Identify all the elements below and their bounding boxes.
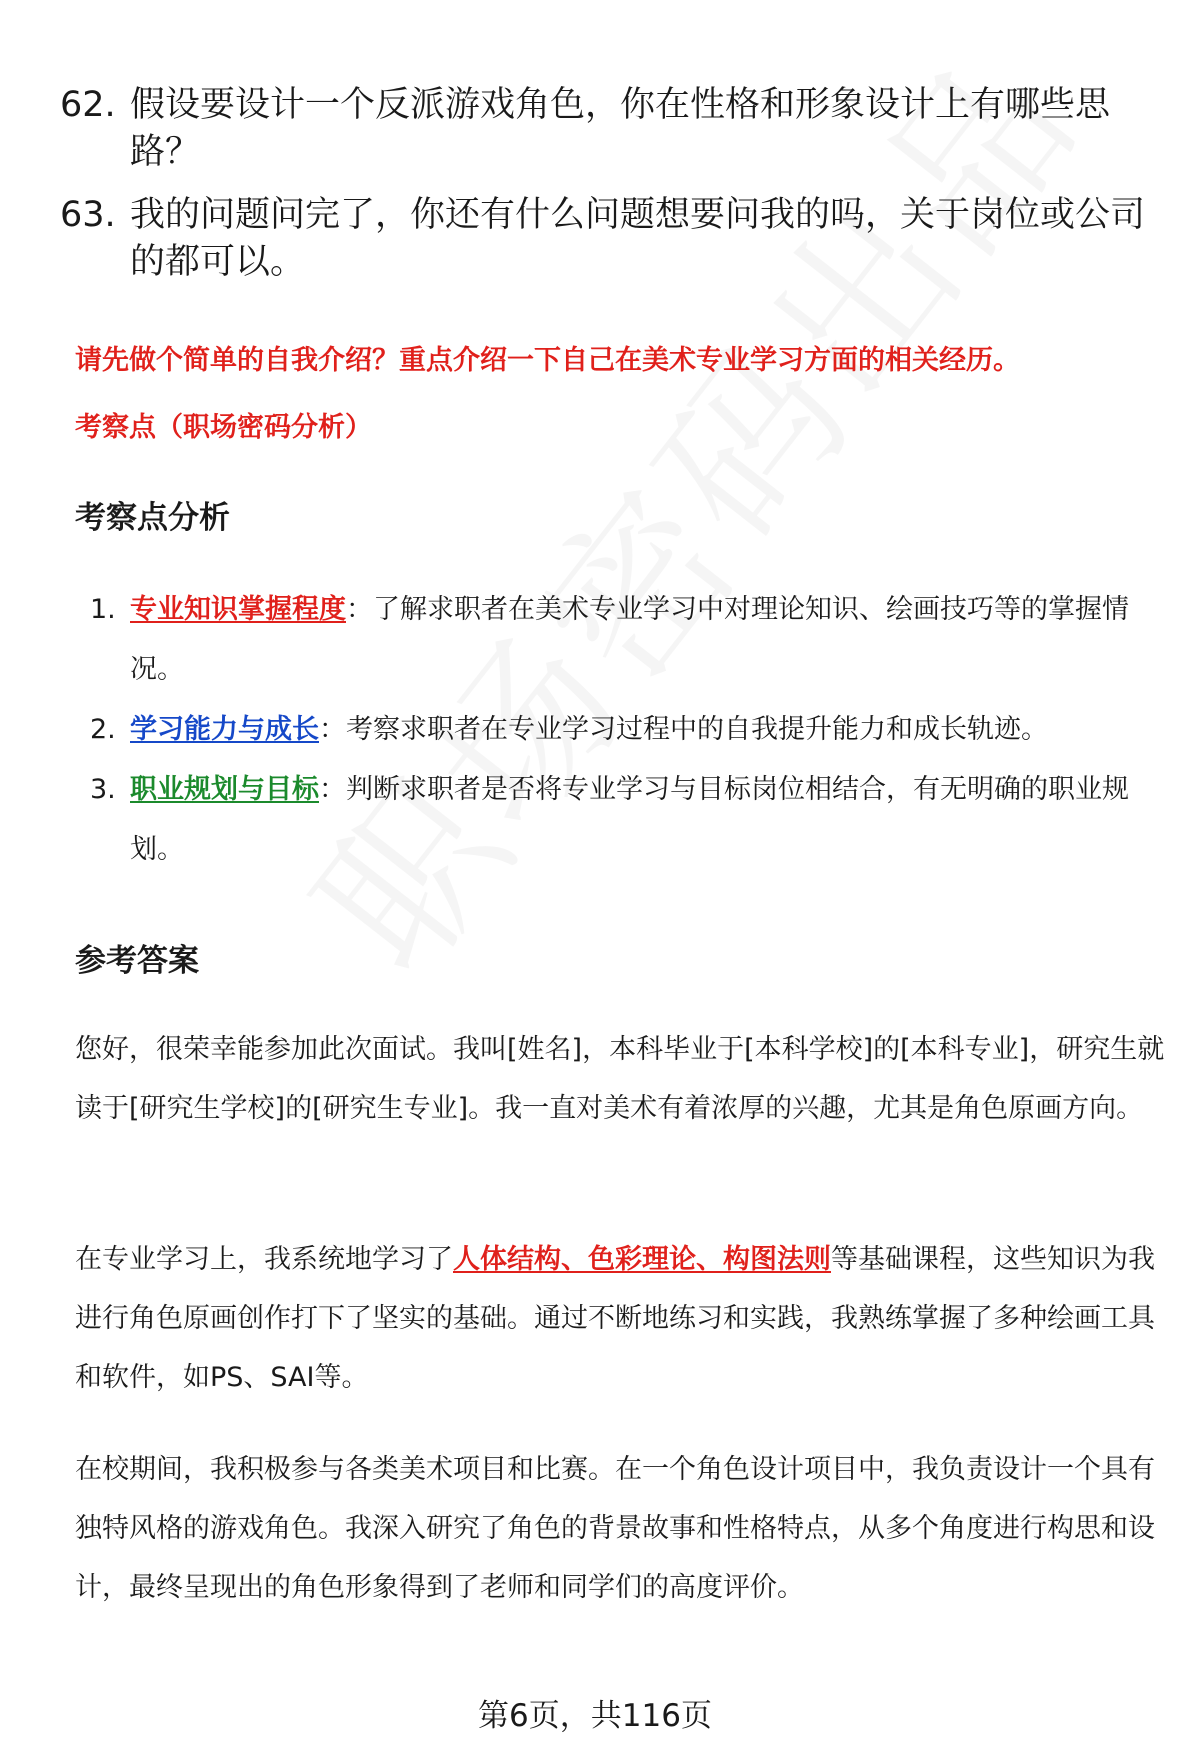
page-footer: 第6页，共116页 [478, 1698, 712, 1734]
answer-text: 在专业学习上，我系统地学习了 [75, 1244, 453, 1275]
point-number: 3. [90, 774, 116, 805]
point-keyword: 专业知识掌握程度 [130, 594, 346, 625]
analysis-point-2 [75, 700, 1155, 760]
question-62 [60, 82, 1150, 176]
question-number: 63. [60, 195, 116, 235]
question-text: 我的问题问完了，你还有什么问题想要问我的吗，关于岗位或公司的都可以。 [130, 195, 1146, 282]
analysis-point-3 [75, 760, 1155, 880]
point-keyword: 学习能力与成长 [130, 714, 319, 745]
answer-heading: 参考答案 [75, 943, 199, 979]
point-separator: ： [319, 714, 346, 745]
analysis-heading: 考察点分析 [75, 500, 230, 536]
question-number: 62. [60, 85, 116, 125]
point-body [130, 760, 1155, 880]
question-text: 假设要设计一个反派游戏角色，你在性格和形象设计上有哪些思路？ [130, 85, 1111, 172]
point-separator: ： [319, 774, 346, 805]
point-keyword: 职业规划与目标 [130, 774, 319, 805]
answer-highlight: 人体结构、色彩理论、构图法则 [453, 1244, 831, 1275]
point-number: 1. [90, 594, 116, 625]
point-text: 考察求职者在专业学习过程中的自我提升能力和成长轨迹。 [346, 714, 1048, 745]
analysis-point-1 [75, 580, 1155, 700]
question-63 [60, 192, 1150, 286]
point-body [130, 700, 1155, 760]
exam-point-label: 考察点（职场密码分析） [75, 412, 372, 443]
point-text: 了解求职者在美术专业学习中对理论知识、绘画技巧等的掌握情况。 [130, 594, 1129, 685]
answer-paragraph-2 [75, 1230, 1165, 1407]
answer-text: 等基础课程，这些知识为我进行角色原画创作打下了坚实的基础。通过不断地练习和实践，我熟练掌握了多种绘画工具和软件，如PS、SAI等。 [75, 1244, 1155, 1393]
point-text: 判断求职者是否将专业学习与目标岗位相结合，有无明确的职业规划。 [130, 774, 1129, 865]
answer-paragraph-1: 您好，很荣幸能参加此次面试。我叫[姓名]，本科毕业于[本科学校]的[本科专业]，研究生就读于[研究生学校]的[研究生专业]。我一直对美术有着浓厚的兴趣，尤其是角色原画方向。 [75, 1034, 1165, 1124]
answer-paragraph-3: 在校期间，我积极参与各类美术项目和比赛。在一个角色设计项目中，我负责设计一个具有独特风格的游戏角色。我深入研究了角色的背景故事和性格特点，从多个角度进行构思和设计，最终呈现出的角色形象得到了老师和同学们的高度评价。 [75, 1454, 1155, 1603]
point-separator: ： [346, 594, 373, 625]
interview-question: 请先做个简单的自我介绍？重点介绍一下自己在美术专业学习方面的相关经历。 [75, 345, 1020, 376]
point-number: 2. [90, 714, 116, 745]
point-body [130, 580, 1155, 700]
